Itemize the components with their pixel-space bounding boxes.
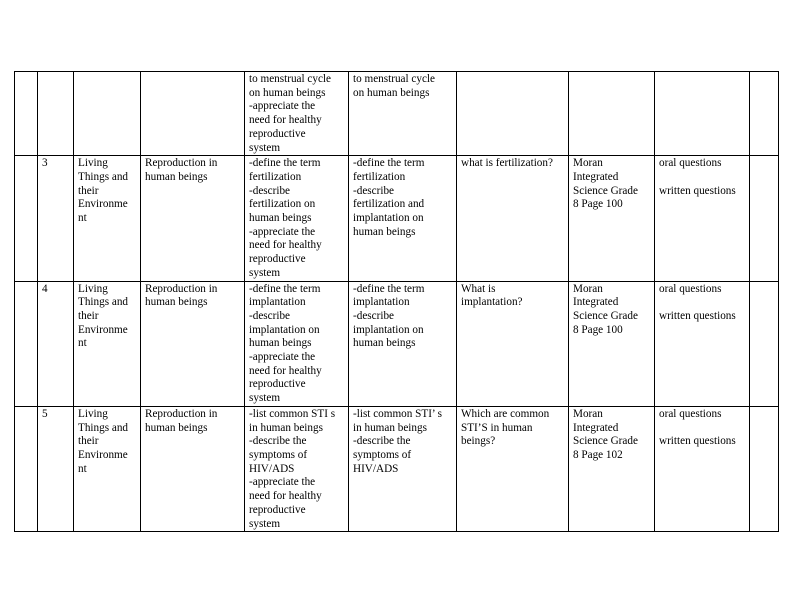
- cell-text: what is fertilization?: [461, 157, 553, 170]
- learning-experiences-cell: [349, 281, 457, 406]
- sub-strand-cell: [141, 72, 245, 156]
- resources-cell: [569, 406, 655, 531]
- cell-text: Moran Integrated Science Grade 8 Page 100: [573, 157, 638, 211]
- cell-text: Reproduction in human beings: [145, 282, 218, 309]
- cell-text: -define the term implantation -describe implantation on human beings -appreciate the need for healthy reproductive system: [249, 282, 322, 405]
- cell-text: oral questions written questions: [659, 407, 736, 448]
- assessment-cell: [655, 281, 750, 406]
- resources-cell: [569, 72, 655, 156]
- cell-text: -list common STI’ s in human beings -describe the symptoms of HIV/ADS: [353, 407, 442, 475]
- sub-strand-cell: [141, 281, 245, 406]
- scheme-of-work-table: [14, 71, 779, 532]
- week-cell: [38, 281, 74, 406]
- cell-text: Living Things and their Environme nt: [78, 157, 129, 225]
- remarks-cell: [750, 156, 779, 281]
- cell-text: 4: [42, 282, 48, 295]
- resources-cell: [569, 281, 655, 406]
- cell-text: Living Things and their Environme nt: [78, 407, 129, 475]
- week-cell: [38, 156, 74, 281]
- remarks-cell: [750, 281, 779, 406]
- learning-outcomes-cell: [245, 406, 349, 531]
- cell-text: to menstrual cycle on human beings: [353, 73, 436, 99]
- learning-experiences-cell: [349, 406, 457, 531]
- cell-text: Moran Integrated Science Grade 8 Page 102: [573, 407, 638, 461]
- learning-experiences-cell: [349, 156, 457, 281]
- learning-outcomes-cell: [245, 156, 349, 281]
- cell-text: oral questions written questions: [659, 157, 736, 197]
- learning-outcomes-cell: [245, 281, 349, 406]
- remarks-cell: [750, 72, 779, 156]
- blank-cell: [15, 281, 38, 406]
- inquiry-question-cell: [457, 72, 569, 156]
- table-row: [15, 72, 779, 156]
- blank-cell: [15, 72, 38, 156]
- strand-cell: [74, 281, 141, 406]
- blank-cell: [15, 156, 38, 281]
- cell-text: Reproduction in human beings: [145, 407, 218, 434]
- strand-cell: [74, 72, 141, 156]
- strand-cell: [74, 156, 141, 281]
- sub-strand-cell: [141, 156, 245, 281]
- cell-text: oral questions written questions: [659, 282, 736, 322]
- cell-text: 5: [42, 407, 48, 420]
- inquiry-question-cell: [457, 281, 569, 406]
- inquiry-question-cell: [457, 406, 569, 531]
- strand-cell: [74, 406, 141, 531]
- learning-outcomes-cell: [245, 72, 349, 156]
- table-row: [15, 156, 779, 281]
- cell-text: -define the term fertilization -describe fertilization on human beings -appreciate the need for healthy reproductive system: [249, 157, 322, 279]
- week-cell: [38, 406, 74, 531]
- assessment-cell: [655, 72, 750, 156]
- cell-text: Which are common STI’S in human beings?: [461, 407, 550, 448]
- cell-text: -define the term fertilization -describe fertilization and implantation on human beings: [353, 157, 425, 238]
- inquiry-question-cell: [457, 156, 569, 281]
- cell-text: -define the term implantation -describe implantation on human beings: [353, 282, 425, 350]
- assessment-cell: [655, 156, 750, 281]
- sub-strand-cell: [141, 406, 245, 531]
- table-row: [15, 281, 779, 406]
- blank-cell: [15, 406, 38, 531]
- cell-text: 3: [42, 157, 48, 170]
- table-body: [15, 72, 779, 532]
- remarks-cell: [750, 406, 779, 531]
- cell-text: -list common STI s in human beings -describe the symptoms of HIV/ADS -appreciate the need for healthy reproductive system: [249, 407, 336, 530]
- table-row: [15, 406, 779, 531]
- cell-text: Living Things and their Environme nt: [78, 282, 129, 350]
- cell-text: What is implantation?: [461, 282, 523, 309]
- cell-text: Reproduction in human beings: [145, 157, 218, 183]
- resources-cell: [569, 156, 655, 281]
- cell-text: to menstrual cycle on human beings -appreciate the need for healthy reproductive system: [249, 73, 332, 154]
- assessment-cell: [655, 406, 750, 531]
- learning-experiences-cell: [349, 72, 457, 156]
- week-cell: [38, 72, 74, 156]
- cell-text: Moran Integrated Science Grade 8 Page 100: [573, 282, 638, 336]
